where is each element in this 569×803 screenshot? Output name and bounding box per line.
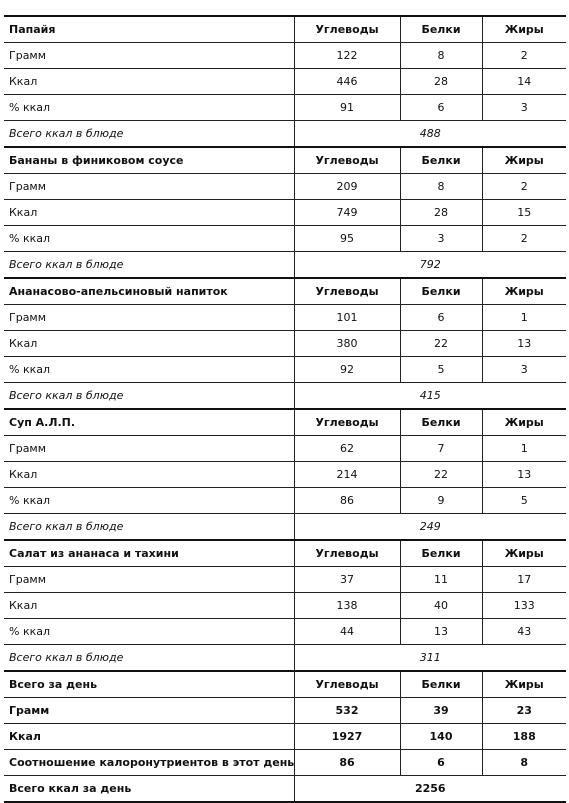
row-label: Ккал (4, 69, 294, 95)
column-header: Белки (400, 671, 482, 698)
row-value: 380 (294, 331, 400, 357)
table-row (4, 436, 566, 462)
section-title: Ананасово-апельсиновый напиток (4, 278, 294, 305)
total-label: Всего ккал за день (4, 776, 294, 803)
row-value: 138 (294, 593, 400, 619)
total-label: Всего ккал в блюде (4, 252, 294, 279)
row-value: 13 (482, 462, 566, 488)
row-value: 13 (482, 331, 566, 357)
row-value: 532 (294, 698, 400, 724)
row-value: 13 (400, 619, 482, 645)
row-value: 5 (400, 357, 482, 383)
row-value: 86 (294, 488, 400, 514)
dish-total-row (4, 645, 566, 672)
table-row (4, 226, 566, 252)
column-header: Белки (400, 540, 482, 567)
total-label: Всего ккал в блюде (4, 514, 294, 541)
dish-header-row (4, 540, 566, 567)
row-label: Грамм (4, 567, 294, 593)
row-label: Грамм (4, 305, 294, 331)
column-header: Жиры (482, 16, 566, 43)
row-label: % ккал (4, 619, 294, 645)
nutrition-table-container (4, 15, 566, 803)
row-value: 214 (294, 462, 400, 488)
row-value: 6 (400, 750, 482, 776)
row-value: 446 (294, 69, 400, 95)
column-header: Жиры (482, 540, 566, 567)
total-label: Всего ккал в блюде (4, 645, 294, 672)
table-row (4, 462, 566, 488)
row-value: 44 (294, 619, 400, 645)
row-value: 9 (400, 488, 482, 514)
row-value: 3 (482, 357, 566, 383)
row-value: 101 (294, 305, 400, 331)
table-row (4, 357, 566, 383)
row-value: 22 (400, 331, 482, 357)
dish-total-row (4, 252, 566, 279)
table-row (4, 488, 566, 514)
row-label: Ккал (4, 724, 294, 750)
table-row (4, 305, 566, 331)
total-label: Всего ккал в блюде (4, 383, 294, 410)
day-header-row (4, 671, 566, 698)
row-value: 14 (482, 69, 566, 95)
column-header: Углеводы (294, 278, 400, 305)
table-row (4, 43, 566, 69)
section-title: Всего за день (4, 671, 294, 698)
row-value: 28 (400, 69, 482, 95)
column-header: Углеводы (294, 409, 400, 436)
total-value: 2256 (294, 776, 566, 803)
row-label: Соотношение калоронутриентов в этот день (4, 750, 294, 776)
row-value: 40 (400, 593, 482, 619)
nutrition-table-body (4, 16, 566, 802)
column-header: Жиры (482, 147, 566, 174)
row-value: 39 (400, 698, 482, 724)
column-header: Белки (400, 147, 482, 174)
row-value: 140 (400, 724, 482, 750)
row-value: 749 (294, 200, 400, 226)
row-label: Грамм (4, 698, 294, 724)
row-label: Ккал (4, 462, 294, 488)
table-row (4, 593, 566, 619)
row-value: 37 (294, 567, 400, 593)
row-value: 11 (400, 567, 482, 593)
column-header: Жиры (482, 671, 566, 698)
table-row (4, 567, 566, 593)
total-value: 415 (294, 383, 566, 410)
row-value: 22 (400, 462, 482, 488)
column-header: Жиры (482, 278, 566, 305)
total-value: 488 (294, 121, 566, 148)
row-value: 1 (482, 436, 566, 462)
total-value: 249 (294, 514, 566, 541)
table-row (4, 724, 566, 750)
row-value: 3 (482, 95, 566, 121)
row-label: % ккал (4, 226, 294, 252)
table-row (4, 95, 566, 121)
row-value: 28 (400, 200, 482, 226)
section-title: Салат из ананаса и тахини (4, 540, 294, 567)
nutrition-table (4, 15, 566, 803)
day-total-row (4, 776, 566, 803)
row-value: 6 (400, 305, 482, 331)
row-label: Грамм (4, 43, 294, 69)
table-row (4, 619, 566, 645)
section-title: Бананы в финиковом соусе (4, 147, 294, 174)
row-label: Ккал (4, 593, 294, 619)
dish-total-row (4, 514, 566, 541)
column-header: Белки (400, 16, 482, 43)
table-row (4, 698, 566, 724)
row-value: 2 (482, 174, 566, 200)
row-value: 86 (294, 750, 400, 776)
dish-header-row (4, 147, 566, 174)
table-row (4, 174, 566, 200)
row-value: 8 (400, 43, 482, 69)
row-value: 95 (294, 226, 400, 252)
table-row (4, 750, 566, 776)
row-value: 122 (294, 43, 400, 69)
row-label: Грамм (4, 436, 294, 462)
column-header: Углеводы (294, 16, 400, 43)
dish-total-row (4, 383, 566, 410)
row-value: 6 (400, 95, 482, 121)
row-value: 17 (482, 567, 566, 593)
row-value: 1 (482, 305, 566, 331)
row-label: % ккал (4, 488, 294, 514)
table-row (4, 200, 566, 226)
row-value: 62 (294, 436, 400, 462)
row-value: 2 (482, 43, 566, 69)
column-header: Жиры (482, 409, 566, 436)
dish-header-row (4, 16, 566, 43)
row-value: 92 (294, 357, 400, 383)
dish-header-row (4, 278, 566, 305)
section-title: Суп А.Л.П. (4, 409, 294, 436)
row-value: 188 (482, 724, 566, 750)
total-value: 792 (294, 252, 566, 279)
dish-header-row (4, 409, 566, 436)
row-value: 209 (294, 174, 400, 200)
column-header: Углеводы (294, 540, 400, 567)
row-value: 5 (482, 488, 566, 514)
row-value: 1927 (294, 724, 400, 750)
row-label: % ккал (4, 95, 294, 121)
row-value: 15 (482, 200, 566, 226)
row-value: 91 (294, 95, 400, 121)
dish-total-row (4, 121, 566, 148)
row-label: Ккал (4, 331, 294, 357)
column-header: Белки (400, 278, 482, 305)
row-value: 8 (482, 750, 566, 776)
total-label: Всего ккал в блюде (4, 121, 294, 148)
column-header: Белки (400, 409, 482, 436)
row-label: Ккал (4, 200, 294, 226)
section-title: Папайя (4, 16, 294, 43)
row-label: % ккал (4, 357, 294, 383)
row-value: 8 (400, 174, 482, 200)
total-value: 311 (294, 645, 566, 672)
column-header: Углеводы (294, 671, 400, 698)
table-row (4, 331, 566, 357)
row-value: 3 (400, 226, 482, 252)
column-header: Углеводы (294, 147, 400, 174)
row-value: 23 (482, 698, 566, 724)
row-value: 2 (482, 226, 566, 252)
row-value: 133 (482, 593, 566, 619)
row-value: 7 (400, 436, 482, 462)
table-row (4, 69, 566, 95)
row-label: Грамм (4, 174, 294, 200)
row-value: 43 (482, 619, 566, 645)
